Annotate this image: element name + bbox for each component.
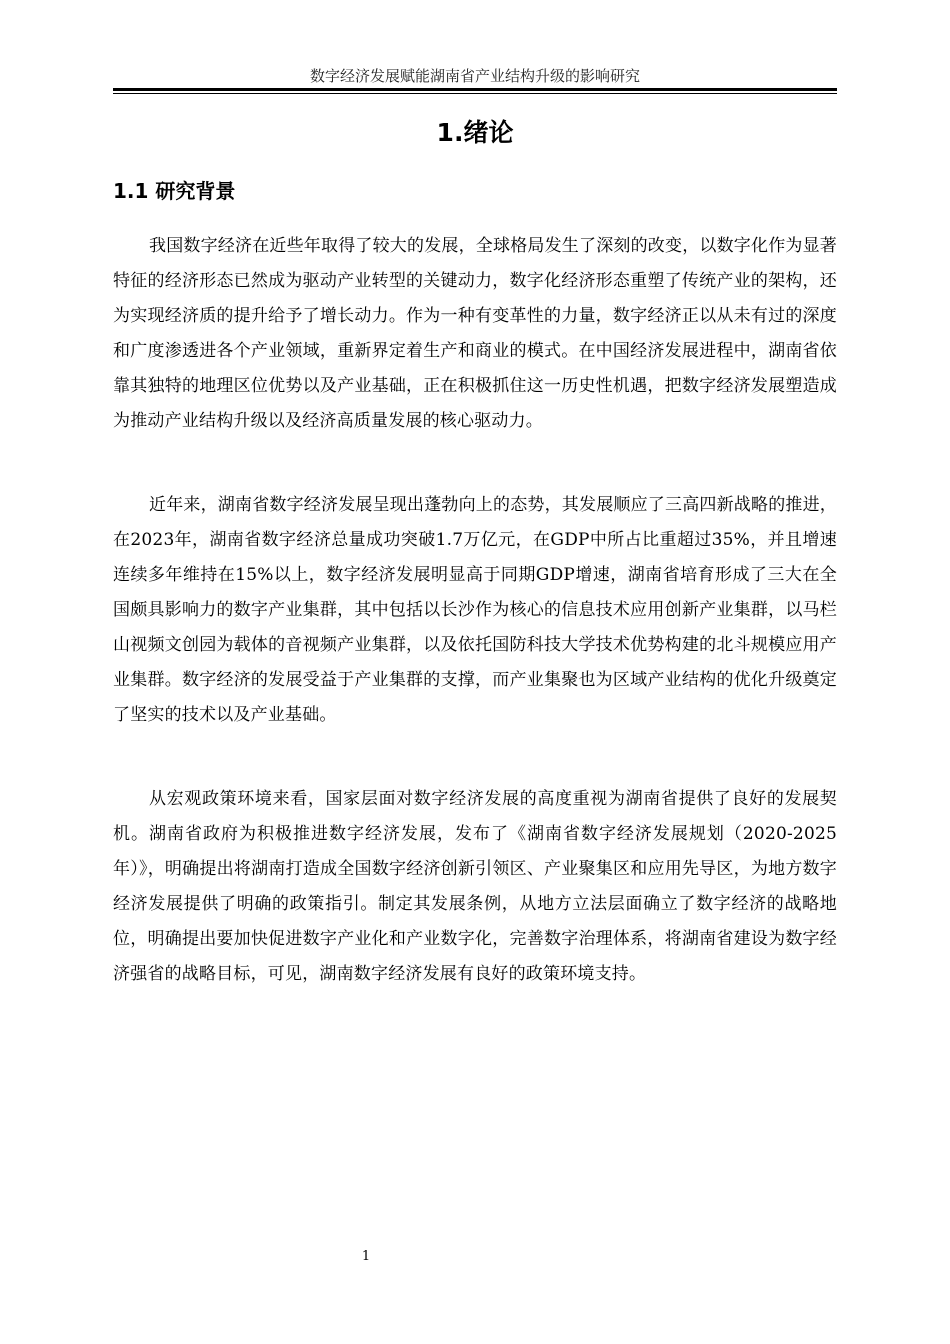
- header-rule-thick: [113, 88, 837, 91]
- section-heading: 1.1 研究背景: [113, 179, 236, 203]
- running-header: 数字经济发展赋能湖南省产业结构升级的影响研究: [309, 67, 640, 85]
- body-paragraph-3: 从宏观政策环境来看，国家层面对数字经济发展的高度重视为湖南省提供了良好的发展契机。湖南省政府为积极推进数字经济发展，发布了《湖南省数字经济发展规划（2020-2025年）》，明确提出将湖南打造成全国数字经济创新引领区、产业聚集区和应用先导区，为地方数字经济发展提供了明确的政策指引。制定其发展条例，从地方立法层面确立了数字经济的战略地位，明确提出要加快促进数字产业化和产业数字化，完善数字治理体系，将湖南省建设为数字经济强省的战略目标，可见，湖南数字经济发展有良好的政策环境支持。: [113, 789, 837, 984]
- body-paragraph-1: 我国数字经济在近些年取得了较大的发展，全球格局发生了深刻的改变，以数字化作为显著特征的经济形态已然成为驱动产业转型的关键动力，数字化经济形态重塑了传统产业的架构，还为实现经济质的提升给予了增长动力。作为一种有变革性的力量，数字经济正以从未有过的深度和广度渗透进各个产业领域，重新界定着生产和商业的模式。在中国经济发展进程中，湖南省依靠其独特的地理区位优势以及产业基础，正在积极抓住这一历史性机遇，把数字经济发展塑造成为推动产业结构升级以及经济高质量发展的核心驱动力。: [113, 236, 837, 431]
- chapter-title: 1.绪论: [436, 118, 514, 147]
- body-paragraph-2: 近年来，湖南省数字经济发展呈现出蓬勃向上的态势，其发展顺应了三高四新战略的推进，在2023年，湖南省数字经济总量成功突破1.7万亿元，在GDP中所占比重超过35%，并且增速连续多年维持在15%以上，数字经济发展明显高于同期GDP增速，湖南省培育形成了三大在全国颇具影响力的数字产业集群，其中包括以长沙作为核心的信息技术应用创新产业集群，以马栏山视频文创园为载体的音视频产业集群，以及依托国防科技大学技术优势构建的北斗规模应用产业集群。数字经济的发展受益于产业集群的支撑，而产业集聚也为区域产业结构的优化升级奠定了坚实的技术以及产业基础。: [113, 495, 837, 725]
- header-rule-thin: [113, 93, 837, 94]
- page-number: 1: [361, 1249, 371, 1264]
